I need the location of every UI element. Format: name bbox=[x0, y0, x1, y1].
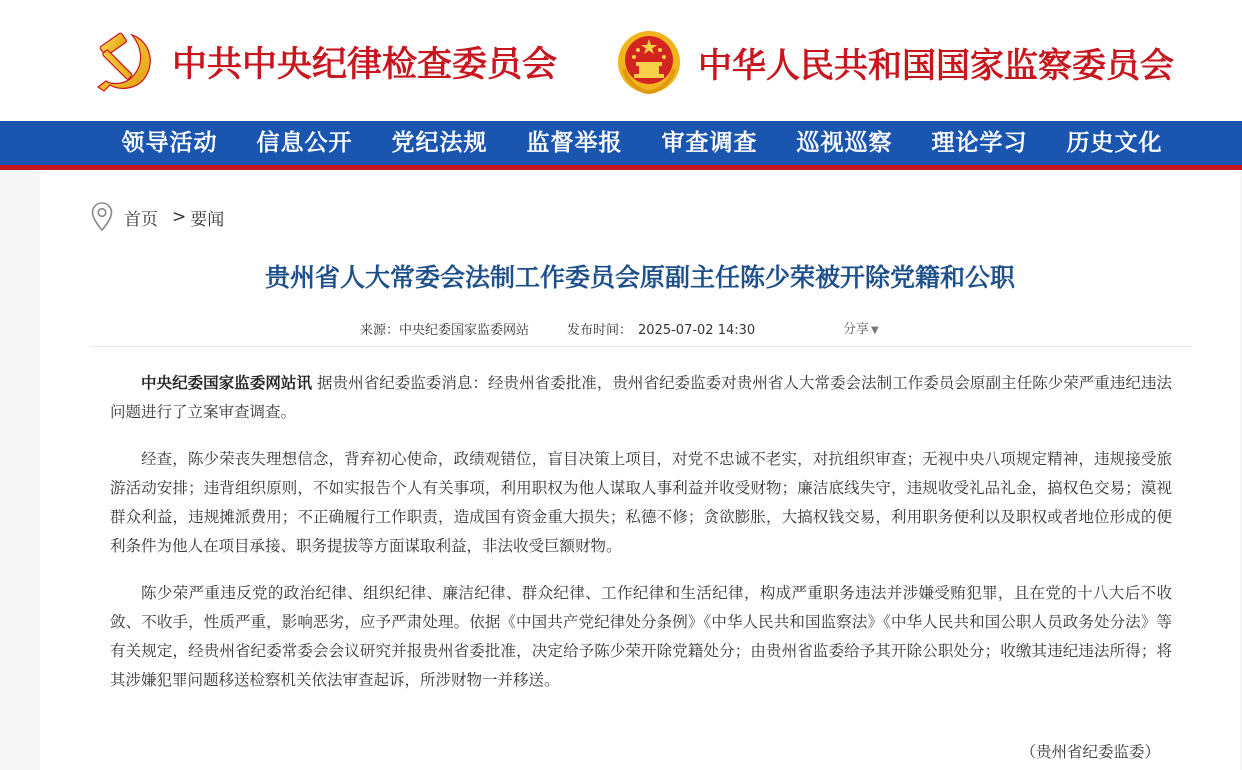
site-header bbox=[0, 0, 1242, 121]
publish-time-label: 发布时间： bbox=[567, 323, 633, 338]
article-body bbox=[110, 369, 1172, 713]
article-lead: 中央纪委国家监委网站讯 bbox=[141, 374, 313, 392]
article-paragraph: 经查，陈少荣丧失理想信念，背弃初心使命，政绩观错位，盲目决策上项目，对党不忠诚不老实，对抗组织审查；无视中央八项规定精神，违规接受旅游活动安排；违背组织原则，不如实报告个人有关事项，利用职权为他人谋取人事利益并收受财物；廉洁底线失守，违规收受礼品礼金，搞权色交易；漠视群众利益，违规摊派费用；不正确履行工作职责，造成国有资金重大损失；私德不修；贪欲膨胀，大搞权钱交易，利用职务便利以及职权或者地位形成的便利条件为他人在项目承接、职务提拔等方面谋取利益，非法收受巨额财物。 bbox=[110, 450, 1172, 555]
article-paragraph bbox=[110, 369, 1172, 427]
nsc-logo-link[interactable] bbox=[616, 22, 1174, 102]
nav-item-theory-study[interactable]: 理论学习 bbox=[931, 129, 1028, 156]
breadcrumb-separator: > bbox=[172, 207, 187, 227]
nav-item-regulations[interactable]: 党纪法规 bbox=[391, 129, 488, 156]
nav-list bbox=[102, 121, 1182, 165]
article-source: 来源：中央纪委国家监委网站 bbox=[360, 323, 530, 338]
article-paragraph-text: 据贵州省纪委监委消息：经贵州省委批准，贵州省纪委监委对贵州省人大常委会法制工作委员会原副主任陈少荣严重违纪违法问题进行了立案审查调查。 bbox=[110, 374, 1172, 421]
location-pin-icon bbox=[90, 201, 114, 233]
article-paragraph: 陈少荣严重违反党的政治纪律、组织纪律、廉洁纪律、群众纪律、工作纪律和生活纪律，构成严重职务违法并涉嫌受贿犯罪，且在党的十八大后不收敛、不收手，性质严重，影响恶劣，应予严肃处理。依据《中国共产党纪律处分条例》《中华人民共和国监察法》《中华人民共和国公职人员政务处分法》等有关规定，经贵州省纪委常委会会议研究并报贵州省委批准，决定给予陈少荣开除党籍处分；由贵州省监委给予其开除公职处分；收缴其违纪违法所得；将其涉嫌犯罪问题移送检察机关依法审查起诉，所涉财物一并移送。 bbox=[110, 584, 1172, 689]
publish-time: 2025-07-02 14:30 bbox=[638, 323, 756, 338]
breadcrumb bbox=[90, 200, 224, 234]
share-label: 分享 bbox=[843, 322, 870, 337]
national-emblem-icon bbox=[616, 29, 682, 95]
divider bbox=[90, 346, 1192, 347]
article-meta bbox=[360, 319, 761, 338]
ccdi-logo-link[interactable] bbox=[92, 22, 557, 102]
party-emblem-icon bbox=[92, 29, 158, 95]
nav-item-info-disclosure[interactable]: 信息公开 bbox=[256, 129, 353, 156]
nav-item-leadership[interactable]: 领导活动 bbox=[121, 129, 218, 156]
nav-item-supervision-report[interactable]: 监督举报 bbox=[526, 129, 623, 156]
chevron-down-icon: ▼ bbox=[871, 325, 879, 336]
article-source-footer: （贵州省纪委监委） bbox=[1020, 743, 1160, 761]
article-container bbox=[40, 170, 1240, 770]
share-dropdown[interactable] bbox=[843, 318, 879, 337]
breadcrumb-home-link[interactable]: 首页 bbox=[124, 209, 158, 230]
article-title: 贵州省人大常委会法制工作委员会原副主任陈少荣被开除党籍和公职 bbox=[264, 263, 1015, 292]
main-nav bbox=[0, 121, 1242, 170]
breadcrumb-current[interactable]: 要闻 bbox=[190, 209, 225, 230]
nav-item-inspection[interactable]: 巡视巡察 bbox=[796, 129, 893, 156]
nsc-org-name: 中华人民共和国国家监察委员会 bbox=[698, 45, 1174, 86]
ccdi-org-name: 中共中央纪律检查委员会 bbox=[172, 44, 558, 85]
nav-item-investigation[interactable]: 审查调查 bbox=[661, 129, 758, 156]
nav-item-history-culture[interactable]: 历史文化 bbox=[1066, 129, 1163, 156]
